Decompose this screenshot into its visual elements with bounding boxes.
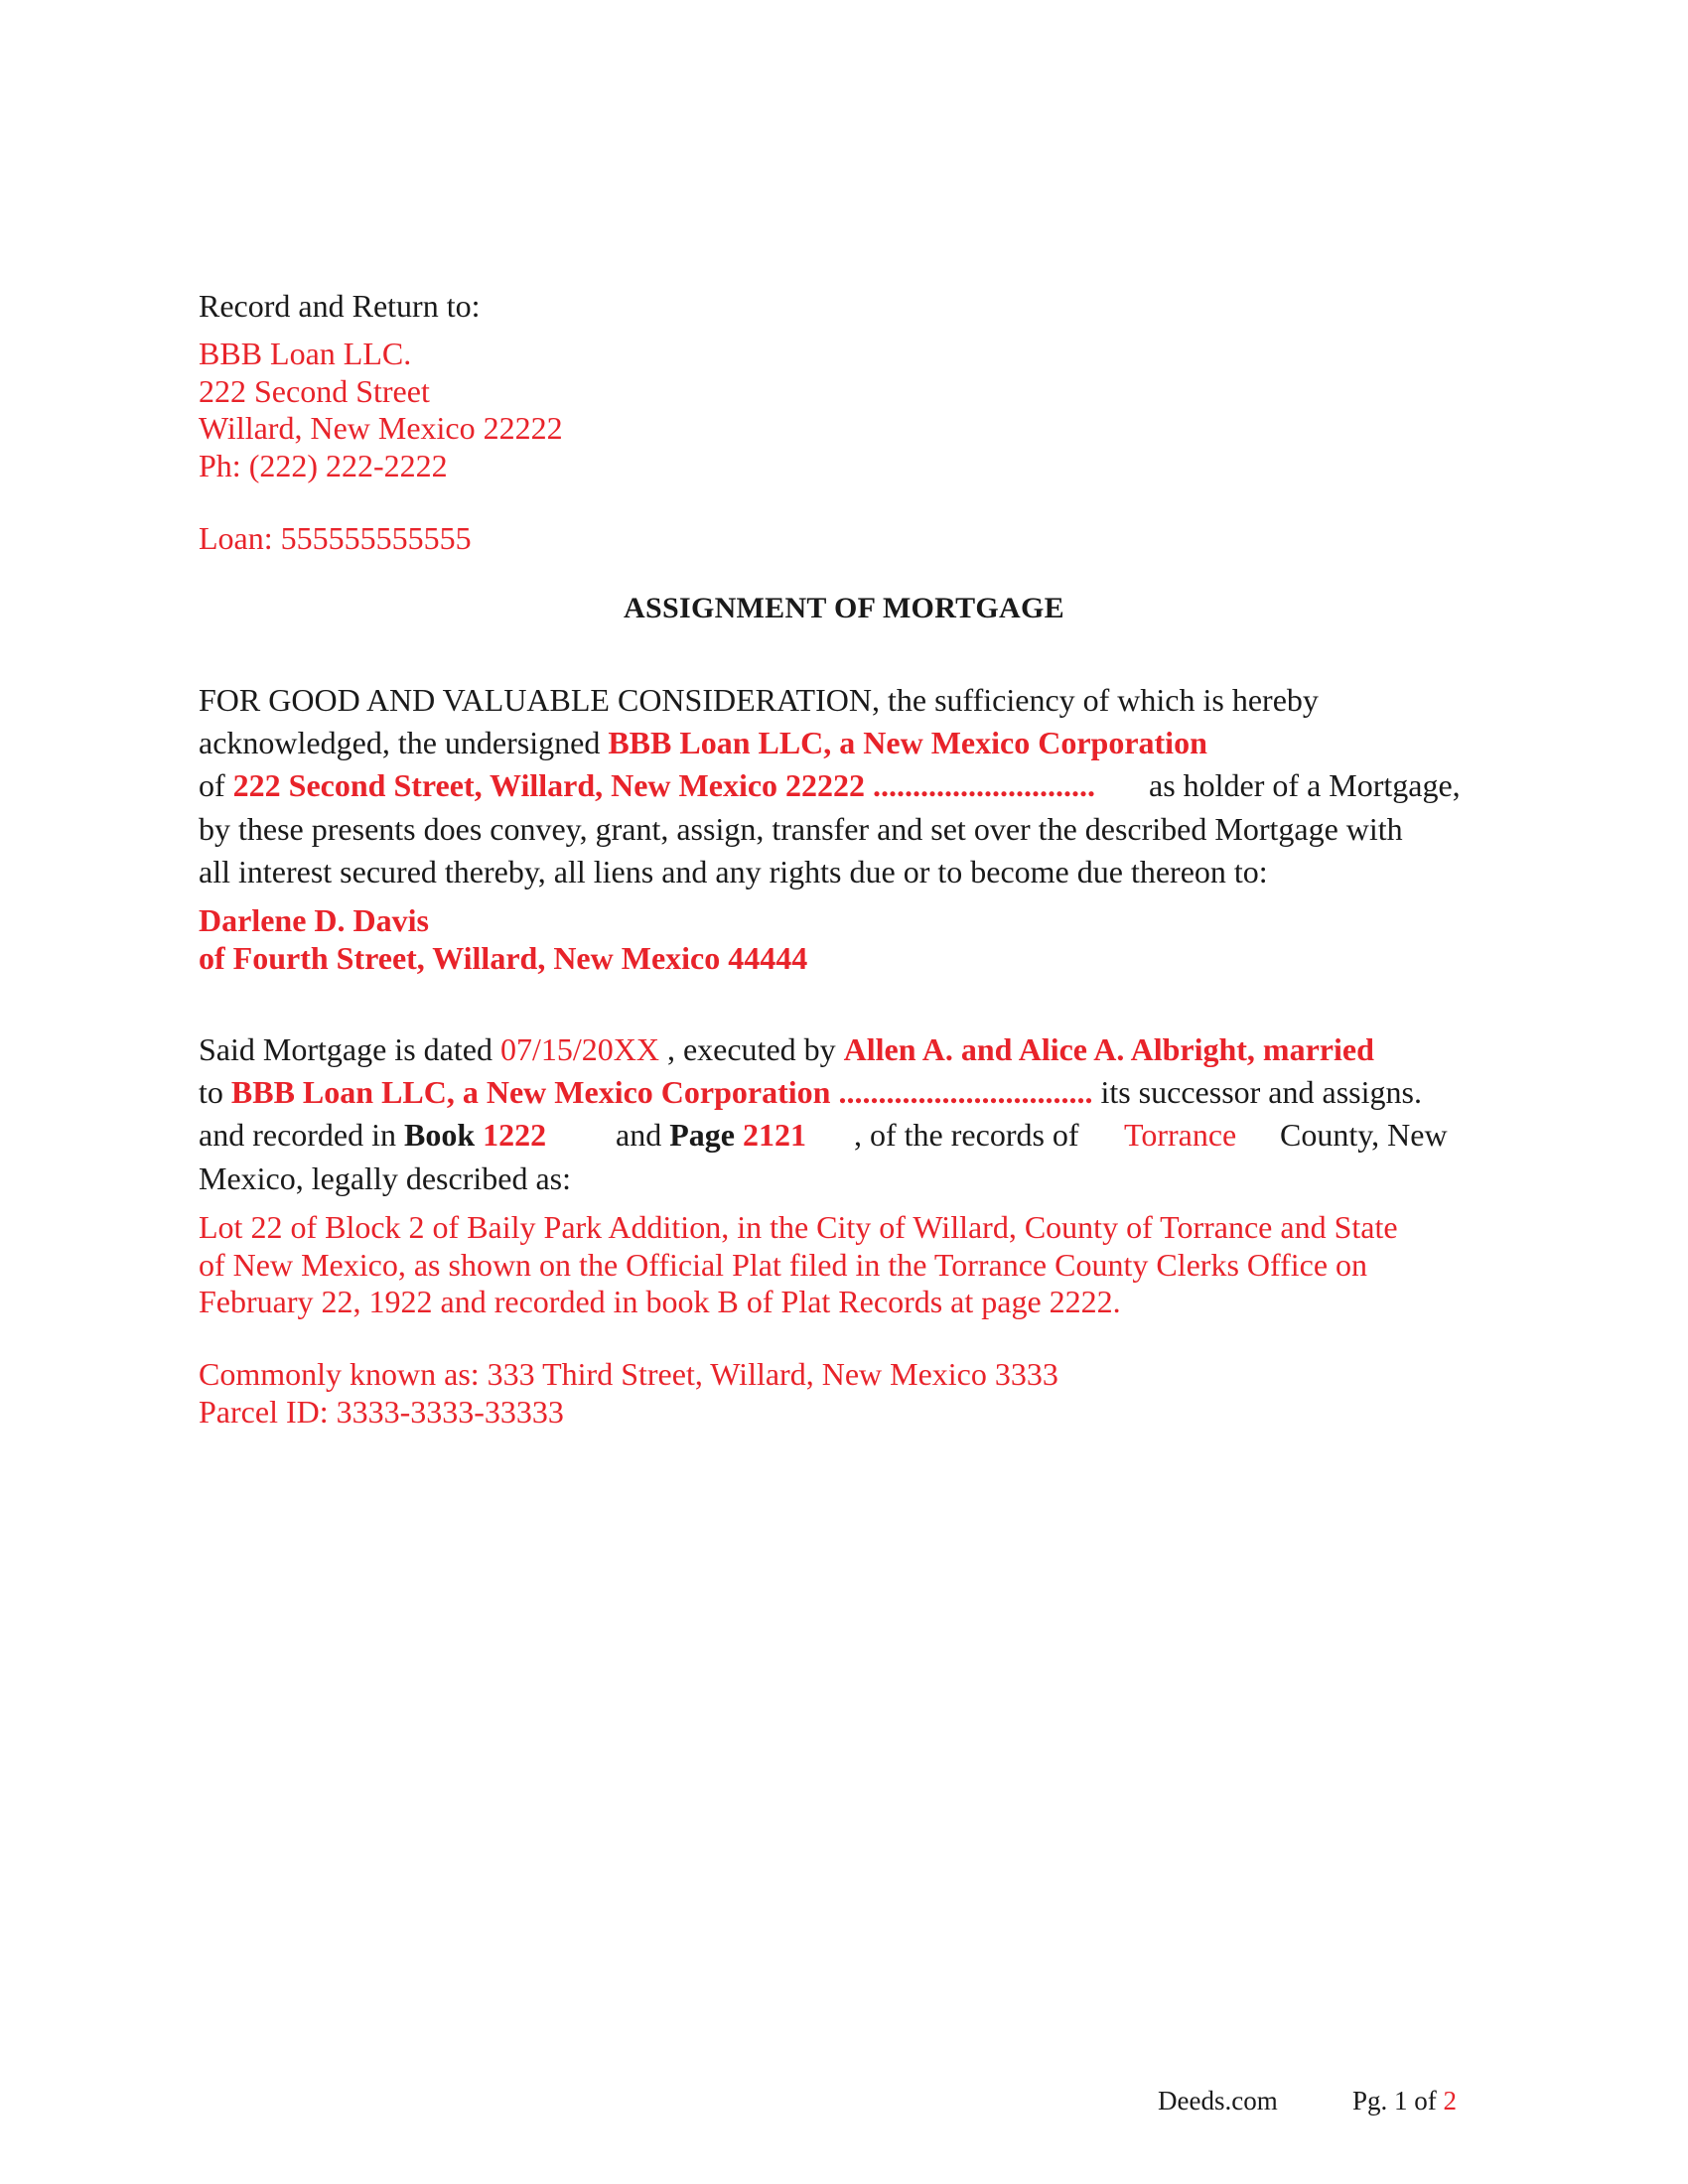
mortgage-line-2	[199, 1072, 1422, 1112]
return-address	[199, 336, 563, 484]
document-title: ASSIGNMENT OF MORTGAGE	[624, 592, 1064, 624]
assignee-address: of Fourth Street, Willard, New Mexico 44444	[199, 939, 808, 976]
legal-line-1: Lot 22 of Block 2 of Baily Park Addition, in the City of Willard, County of Torrance and State	[199, 1209, 1398, 1245]
page-reference	[616, 1115, 806, 1155]
assignor-name: BBB Loan LLC, a New Mexico Corporation	[608, 725, 1207, 760]
mortgage-line-3	[199, 1115, 546, 1155]
return-street: 222 Second Street	[199, 372, 430, 409]
assignee-name: Darlene D. Davis	[199, 902, 429, 938]
consideration-line-1: FOR GOOD AND VALUABLE CONSIDERATION, the sufficiency of which is hereby	[199, 682, 1319, 718]
page-number: 2121	[742, 1117, 806, 1153]
assignor-address: 222 Second Street, Willard, New Mexico 22222 ............................	[232, 767, 1096, 803]
footer-site: Deeds.com	[1158, 2086, 1278, 2116]
consideration-line-5: all interest secured thereby, all liens and any rights due or to become due thereon to:	[199, 854, 1268, 889]
consideration-line-4: by these presents does convey, grant, assign, transfer and set over the described Mortgage with	[199, 811, 1403, 847]
county-name: Torrance	[1124, 1117, 1237, 1153]
loan-number: Loan: 555555555555	[199, 520, 472, 556]
mortgage-date: 07/15/20XX	[499, 1031, 659, 1067]
consideration-line-3	[199, 765, 1095, 805]
holder-text: as holder of a Mortgage,	[1149, 767, 1461, 803]
parcel-id: Parcel ID: 3333-3333-33333	[199, 1393, 564, 1430]
page-label: Page	[669, 1117, 735, 1153]
mortgagors: Allen A. and Alice A. Albright, married	[843, 1031, 1374, 1067]
book-number: 1222	[483, 1117, 547, 1153]
book-label: Book	[404, 1117, 476, 1153]
county-suffix: County, New	[1280, 1117, 1448, 1153]
return-heading: Record and Return to:	[199, 288, 481, 324]
of-text: of	[199, 767, 233, 803]
legal-intro: Mexico, legally described as:	[199, 1160, 571, 1196]
mortgage-line-1	[199, 1029, 1374, 1069]
records-of-text: , of the records of	[854, 1117, 1079, 1153]
commonly-known: Commonly known as: 333 Third Street, Willard, New Mexico 3333	[199, 1356, 1058, 1392]
footer-page-prefix: Pg. 1 of	[1352, 2086, 1444, 2116]
legal-line-2: of New Mexico, as shown on the Official Plat filed in the Torrance County Clerks Office on	[199, 1246, 1368, 1283]
dated-text: Said Mortgage is dated	[199, 1031, 500, 1067]
consideration-line-2	[199, 723, 1207, 762]
successor-text: its successor and assigns.	[1092, 1074, 1422, 1110]
recorded-text: and recorded in	[199, 1117, 405, 1153]
to-text: to	[199, 1074, 231, 1110]
legal-line-3: February 22, 1922 and recorded in book B of Plat Records at page 2222.	[199, 1284, 1121, 1319]
assignee-block	[199, 902, 807, 977]
footer-page-total: 2	[1443, 2086, 1458, 2116]
and-text: and	[616, 1117, 670, 1153]
lender-name: BBB Loan LLC, a New Mexico Corporation ................................	[230, 1074, 1093, 1110]
return-company: BBB Loan LLC.	[199, 336, 412, 371]
return-phone: Ph: (222) 222-2222	[199, 447, 448, 483]
footer-page	[1352, 2086, 1457, 2116]
acknowledged-text: acknowledged, the undersigned	[199, 725, 609, 760]
legal-description	[199, 1209, 1398, 1321]
return-city: Willard, New Mexico 22222	[199, 410, 563, 446]
property-info	[199, 1356, 1058, 1431]
executed-text: , executed by	[658, 1031, 844, 1067]
